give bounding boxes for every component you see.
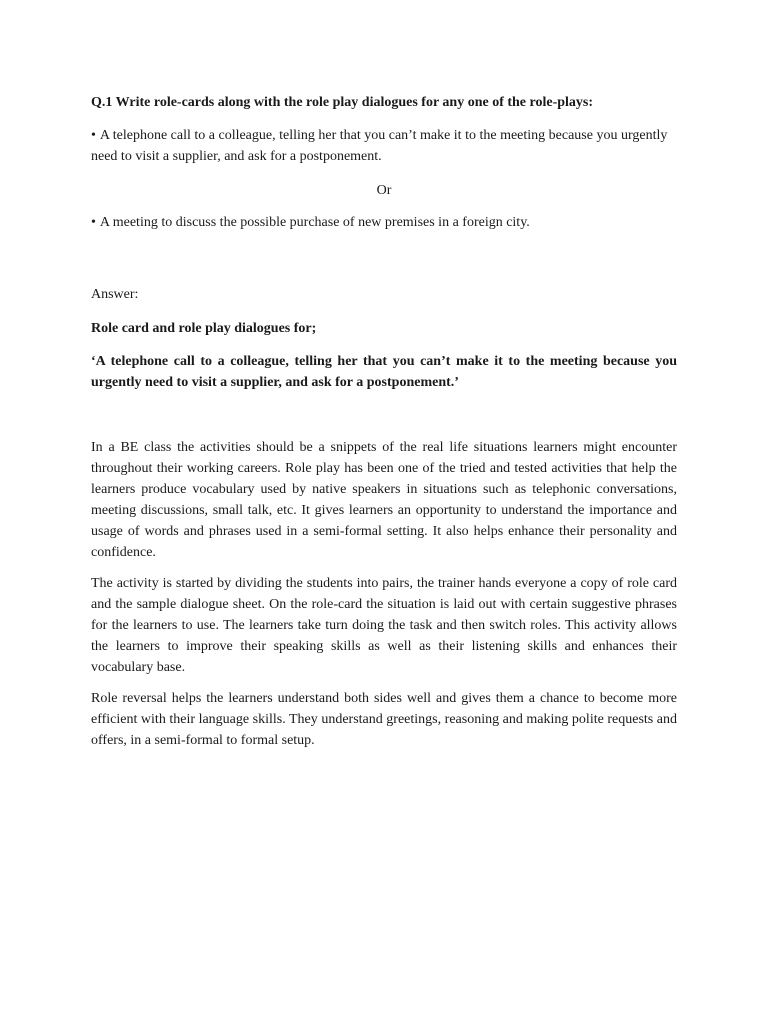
role-card-heading: Role card and role play dialogues for; (91, 321, 317, 336)
option-2-text: A meeting to discuss the possible purchase of new premises in a foreign city. (99, 215, 530, 230)
option-1-text: A telephone call to a colleague, telling her that you can’t make it to the meeting because you urgently need to visit a supplier, and ask for a postponement. (91, 128, 668, 164)
role-card-quote: ‘A telephone call to a colleague, telling her that you can’t make it to the meeting because you urgently need to visit a supplier, and ask for a postponement.’ (91, 354, 677, 390)
answer-label: Answer: (91, 287, 139, 302)
body-paragraph: In a BE class the activities should be a snippets of the real life situations learners might encounter throughout their working careers. Role play has been one of the tried and tested activities that help the learners produce vocabulary used by native speakers in situations such as telephonic conversations, meeting discussions, small talk, etc. It gives learners an opportunity to understand the importance and usage of words and phrases used in a semi-formal setting. It also helps enhance their personality and confidence. (91, 440, 677, 560)
bullet-icon: • (91, 128, 96, 143)
body-paragraph: The activity is started by dividing the students into pairs, the trainer hands everyone a copy of role card and the sample dialogue sheet. On the role-card the situation is laid out with certain suggestive phrases for the learners to use. The learners take turn doing the task and then switch roles. This activity allows the learners to improve their speaking skills as well as their listening skills and enhances their vocabulary base. (91, 576, 677, 675)
question-heading: Q.1 Write role-cards along with the role play dialogues for any one of the role-plays: (91, 95, 594, 110)
option-2-item (91, 212, 677, 233)
or-separator: Or (376, 183, 392, 198)
option-1-item (91, 125, 677, 167)
bullet-icon: • (91, 215, 96, 230)
body-paragraph: Role reversal helps the learners understand both sides well and gives them a chance to become more efficient with their language skills. They understand greetings, reasoning and making polite requests and offers, in a semi-formal to formal setup. (91, 691, 677, 748)
